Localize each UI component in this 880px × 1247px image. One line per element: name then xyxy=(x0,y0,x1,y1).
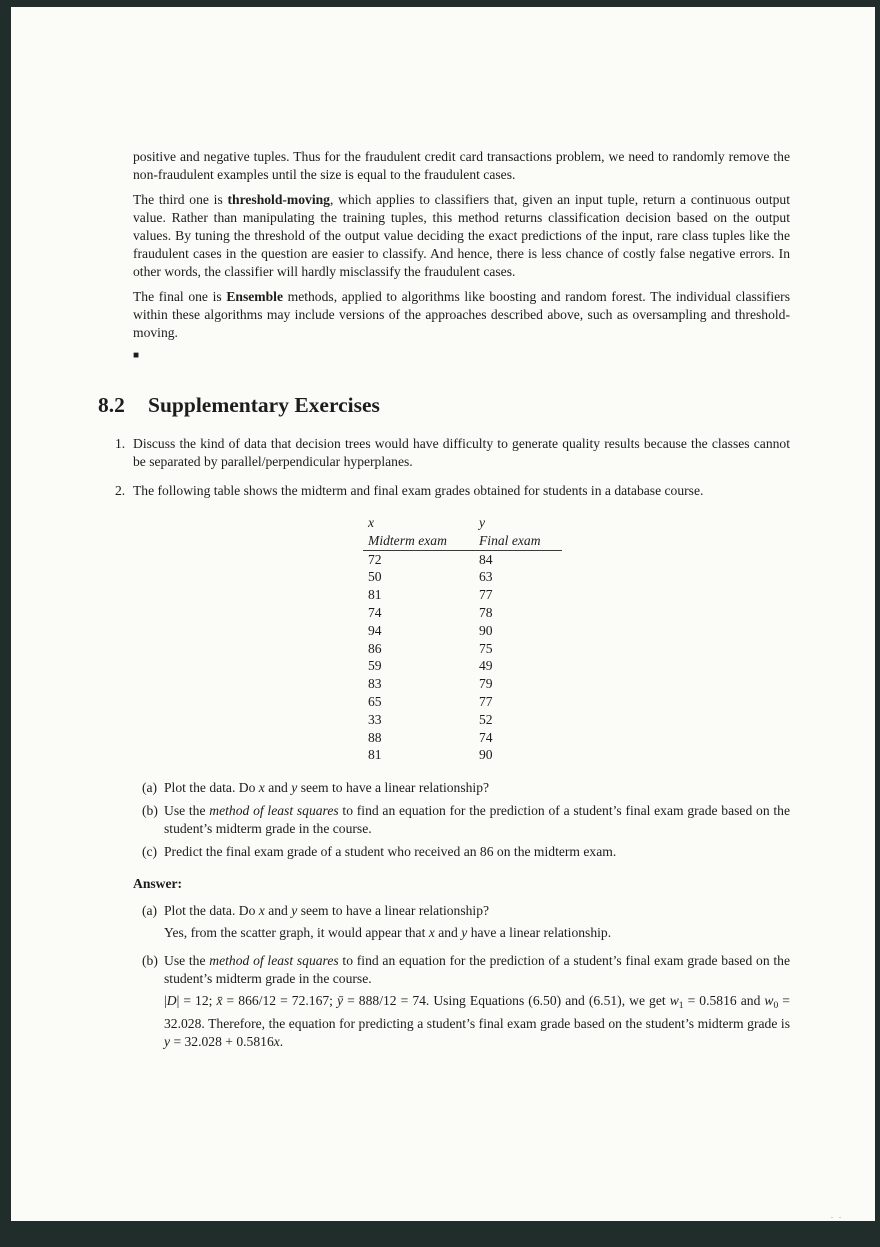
question-part-c xyxy=(142,843,790,861)
text-segment: and xyxy=(434,925,462,941)
text-segment: 0 xyxy=(773,1001,779,1012)
text-segment: ȳ xyxy=(337,993,344,1009)
text-segment: y xyxy=(461,925,468,941)
part-text xyxy=(164,779,790,797)
text-segment: = 888/12 = 74. Using Equations (6.50) and (6.51), we get xyxy=(343,993,670,1009)
text-segment: seem to have a linear relationship? xyxy=(297,903,490,919)
text-segment: Plot the data. Do xyxy=(164,903,259,919)
table-cell: 81 xyxy=(368,747,382,763)
exercise-item-2 xyxy=(115,482,790,500)
table-row xyxy=(363,693,562,711)
text-segment: D xyxy=(166,993,177,1009)
answer-part-a xyxy=(142,902,790,947)
column-header-row xyxy=(363,532,562,550)
part-label: (b) xyxy=(142,803,158,819)
table-row xyxy=(363,604,562,622)
section-heading xyxy=(98,392,790,418)
part-text xyxy=(164,843,790,861)
text-segment: = 866/12 = 72.167; xyxy=(222,993,337,1009)
end-of-answer-marker: ■ xyxy=(133,350,140,361)
table-cell: 77 xyxy=(479,693,493,709)
grades-table-body xyxy=(363,550,562,764)
part-label: (a) xyxy=(142,780,158,796)
variable-header-row xyxy=(363,514,562,532)
answer-part-b xyxy=(142,952,790,1056)
text-segment: threshold-moving xyxy=(227,192,330,207)
answer-question xyxy=(164,952,790,988)
text-segment: to find an equation for the prediction of a student’s final exam grade based on the student’s midterm grade in the course. xyxy=(164,803,790,837)
table-cell: 84 xyxy=(479,551,493,567)
table-cell: 86 xyxy=(368,640,382,656)
answer-text xyxy=(164,992,790,1051)
text-segment: seem to have a linear relationship? xyxy=(297,780,490,796)
table-cell: 77 xyxy=(479,587,493,603)
text-segment: y xyxy=(291,780,298,796)
table-cell: 79 xyxy=(479,676,493,692)
text-segment: x xyxy=(273,1034,280,1050)
text-segment: Discuss the kind of data that decision trees would have difficulty to generate quality results because the classes cannot be separated by parallel/perpendicular hyperplanes. xyxy=(133,436,790,469)
text-segment: The final one is xyxy=(133,289,227,304)
text-segment: = 32.028 + 0.5816 xyxy=(170,1034,274,1050)
grades-table xyxy=(363,514,562,764)
page-content xyxy=(11,7,790,1056)
part-label: (a) xyxy=(142,903,158,919)
text-segment: to find an equation for the prediction of a student’s final exam grade based on the student’s midterm grade in the course. xyxy=(164,953,790,987)
text-segment: x̄ xyxy=(216,993,223,1009)
part-label: (b) xyxy=(142,953,158,969)
table-cell: 52 xyxy=(479,711,493,727)
answer-heading: Answer: xyxy=(133,876,183,892)
text-segment: , which applies to classifiers that, given an input tuple, return a continuous output value. Rather than manipulating the training tuples, this method returns classification decision based on the output values. By tuning the threshold of the output value deciding the exact predictions of the input, rare class tuples like the fraudulent cases in the question are easier to classify. And hence, there is less chance of costly false negative errors. In other words, the classifier will hardly misclassify the fraudulent cases. xyxy=(133,192,790,279)
table-cell: 83 xyxy=(368,676,382,692)
text-segment: w xyxy=(669,993,679,1009)
table-cell: 81 xyxy=(368,587,382,603)
column-header-final: Final exam xyxy=(474,532,562,550)
table-cell: 63 xyxy=(479,569,493,585)
exercise-item-1 xyxy=(115,435,790,471)
text-segment: and xyxy=(264,903,292,919)
paragraph xyxy=(133,288,790,342)
text-segment: Yes, from the scatter graph, it would appear that xyxy=(164,925,429,941)
table-row xyxy=(363,657,562,675)
table-row xyxy=(363,711,562,729)
table-row xyxy=(363,640,562,658)
text-segment: positive and negative tuples. Thus for the fraudulent credit card transactions problem, we need to randomly remove the non-fraudulent examples until the size is equal to the fraudulent cases. xyxy=(133,149,790,182)
text-segment: = 32.028. Therefore, the equation for predicting a student’s final exam grade based on the student’s midterm grade is xyxy=(164,993,790,1032)
paragraph xyxy=(133,191,790,281)
text-segment: x xyxy=(258,903,265,919)
text-segment: 1 xyxy=(678,1001,684,1012)
table-cell: 50 xyxy=(368,569,382,585)
exercise-number: 2. xyxy=(115,483,126,498)
answer-text xyxy=(164,924,790,942)
text-segment: method of least squares xyxy=(209,803,339,819)
section-number: 8.2 xyxy=(98,393,125,417)
question-part-a xyxy=(142,779,790,797)
text-segment: y xyxy=(291,903,298,919)
text-segment: Predict the final exam grade of a student who received an 86 on the midterm exam. xyxy=(164,844,617,860)
exercise-text xyxy=(133,435,790,471)
table-cell: 59 xyxy=(368,658,382,674)
column-variable-x: x xyxy=(368,515,375,530)
text-segment: Plot the data. Do xyxy=(164,780,259,796)
table-cell: 90 xyxy=(479,747,493,763)
text-segment: and xyxy=(264,780,292,796)
table-cell: 33 xyxy=(368,711,382,727)
text-segment: method of least squares xyxy=(209,953,339,969)
part-label: (c) xyxy=(142,844,158,860)
column-header-midterm: Midterm exam xyxy=(363,532,474,550)
table-row xyxy=(363,550,562,568)
table-cell: 72 xyxy=(368,551,382,567)
text-segment: The third one is xyxy=(133,192,228,207)
part-text xyxy=(164,802,790,838)
table-row xyxy=(363,746,562,764)
document-page xyxy=(11,7,875,1221)
text-segment: w xyxy=(764,993,774,1009)
table-row xyxy=(363,729,562,747)
table-row xyxy=(363,586,562,604)
page-corner-mark: . . xyxy=(831,1211,843,1220)
table-cell: 94 xyxy=(368,622,382,638)
table-cell: 49 xyxy=(479,658,493,674)
text-segment: Use the xyxy=(164,953,210,969)
text-segment: The following table shows the midterm and final exam grades obtained for students in a database course. xyxy=(133,483,704,498)
exercise-number: 1. xyxy=(115,436,126,451)
column-variable-y: y xyxy=(479,515,486,530)
table-cell: 75 xyxy=(479,640,493,656)
table-cell: 74 xyxy=(368,604,382,620)
text-segment: x xyxy=(428,925,435,941)
exercise-text xyxy=(133,482,790,500)
table-cell: 88 xyxy=(368,729,382,745)
table-cell: 90 xyxy=(479,622,493,638)
text-segment: Use the xyxy=(164,803,210,819)
answer-question xyxy=(164,902,790,920)
text-segment: y xyxy=(164,1034,171,1050)
table-cell: 65 xyxy=(368,693,382,709)
table-cell: 78 xyxy=(479,604,493,620)
table-row xyxy=(363,675,562,693)
text-segment: | xyxy=(164,993,167,1009)
paragraph xyxy=(133,148,790,184)
text-segment: methods, applied to algorithms like boosting and random forest. The individual classifiers within these algorithms may include versions of the approaches described above, such as oversampling and threshold-moving. xyxy=(133,289,790,340)
table-row xyxy=(363,622,562,640)
grades-table-container xyxy=(363,514,790,764)
table-row xyxy=(363,568,562,586)
text-segment: . xyxy=(279,1034,284,1050)
text-segment: Ensemble xyxy=(226,289,283,304)
section-title: Supplementary Exercises xyxy=(148,393,380,417)
table-cell: 74 xyxy=(479,729,493,745)
text-segment: | = 12; xyxy=(176,993,217,1009)
text-segment: x xyxy=(258,780,265,796)
text-segment: have a linear relationship. xyxy=(467,925,612,941)
text-segment: = 0.5816 and xyxy=(683,993,765,1009)
question-part-b xyxy=(142,802,790,838)
